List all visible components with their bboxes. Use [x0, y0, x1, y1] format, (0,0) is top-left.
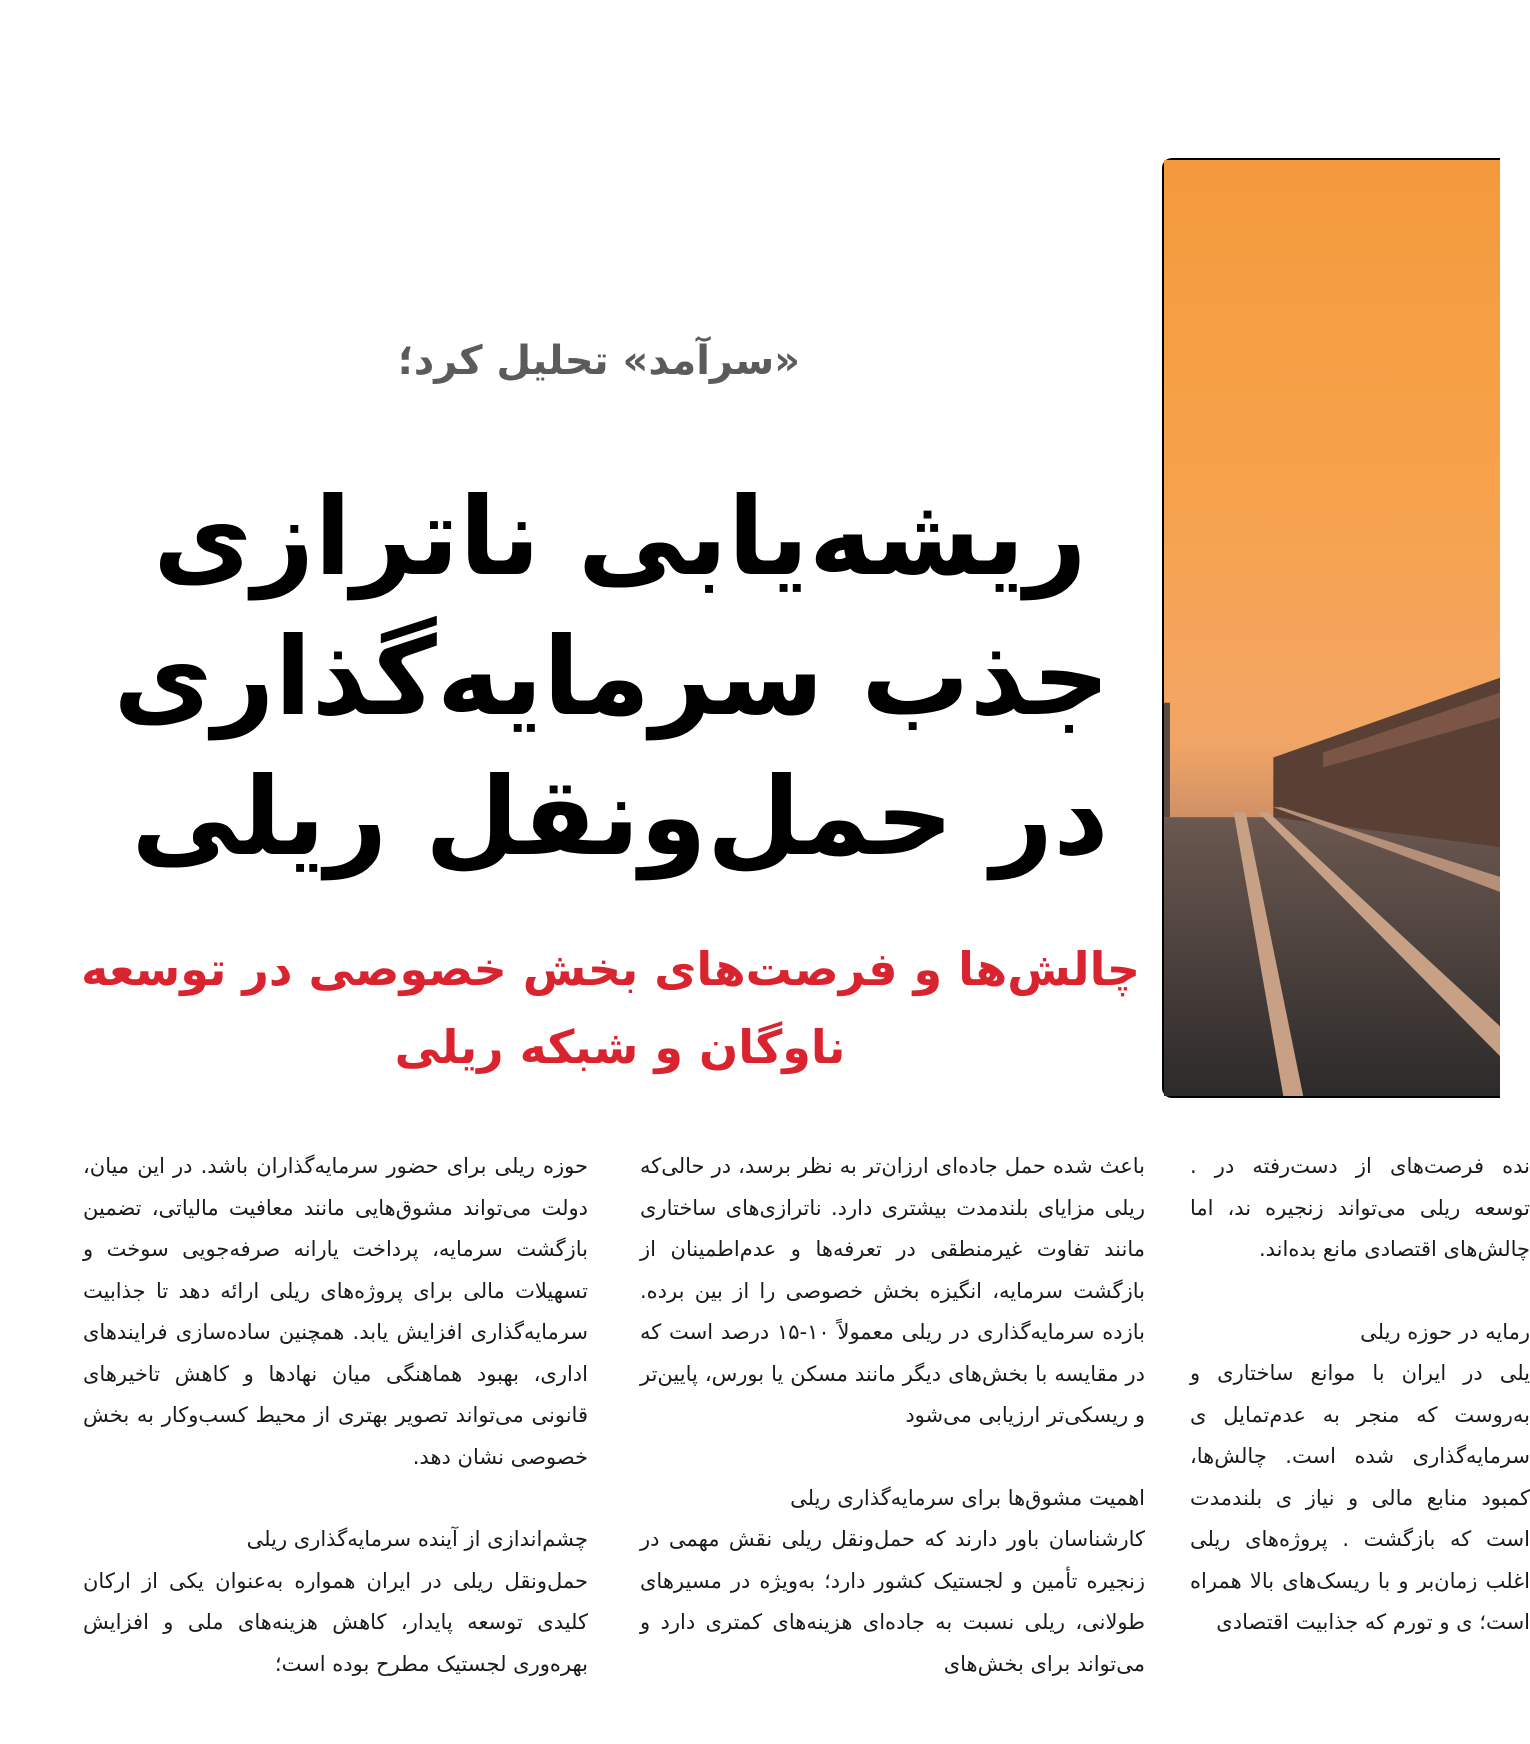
column-right-heading: رمایه در حوزه ریلی	[1360, 1319, 1530, 1344]
railway-photo	[1162, 158, 1500, 1098]
headline-line-3: در حمل‌ونقل ریلی	[131, 755, 1109, 880]
subheadline-line-1: چالش‌ها و فرصت‌های بخش خصوصی در توسعه	[81, 942, 1140, 996]
column-left-paragraph-2: حمل‌ونقل ریلی در ایران همواره به‌عنوان یکی از ارکان کلیدی توسعه پایدار، کاهش هزینه‌های ملی و افزایش بهره‌وری لجستیک مطرح بوده است؛	[83, 1568, 588, 1676]
article-headline	[113, 468, 1110, 888]
railway-sunset-photo-icon	[1164, 160, 1500, 1096]
article-kicker: «سرآمد» تحلیل کرد؛	[397, 338, 800, 384]
headline-line-1: ریشه‌یابی ناترازی	[153, 475, 1087, 600]
column-middle-paragraph-1: باعث شده حمل جاده‌ای ارزان‌تر به نظر برسد، در حالی‌که ریلی مزایای بلندمدت بیشتری دارد. ناترازی‌های ساختاری مانند تفاوت غیرمنطقی در تعرفه‌ها و عدم‌اطمینان از بازگشت سرمایه، انگیزه بخش خصوصی را از بین برده. بازده سرمایه‌گذاری در ریلی معمولاً ۱۰-۱۵ درصد است که در مقایسه با بخش‌های دیگر مانند مسکن یا بورس، پایین‌تر و ریسکی‌تر ارزیابی می‌شود	[640, 1154, 1145, 1427]
column-middle-paragraph-2: کارشناسان باور دارند که حمل‌ونقل ریلی نقش مهمی در زنجیره تأمین و لجستیک کشور دارد؛ به‌ویژه در مسیرهای طولانی، ریلی نسبت به جاده‌ای هزینه‌های کمتری دارد و می‌تواند برای بخش‌های	[640, 1527, 1145, 1676]
text-column-right	[1190, 1146, 1530, 1644]
headline-line-2: جذب سرمایه‌گذاری	[113, 615, 1110, 740]
column-middle-heading: اهمیت مشوق‌ها برای سرمایه‌گذاری ریلی	[790, 1485, 1145, 1510]
text-column-middle	[640, 1146, 1145, 1685]
subheadline-line-2: ناوگان و شبکه ریلی	[394, 1020, 846, 1074]
column-right-paragraph-2: یلی در ایران با موانع ساختاری و به‌روست که منجر به عدم‌تمایل ی سرمایه‌گذاری شده است. چالش‌ها، کمبود منابع مالی و نیاز ی بلندمدت است که بازگشت . پروژه‌های ریلی اغلب زمان‌بر و با ریسک‌های بالا همراه است؛ ی و تورم که جذابیت اقتصادی	[1190, 1361, 1530, 1634]
column-right-paragraph-1: نده فرصت‌های از دست‌رفته در . توسعه ریلی می‌تواند زنجیره ند، اما چالش‌های اقتصادی مانع بده‌اند.	[1190, 1154, 1530, 1261]
column-left-paragraph-1: حوزه ریلی برای حضور سرمایه‌گذاران باشد. در این میان، دولت می‌تواند مشوق‌هایی مانند معافیت مالیاتی، تضمین بازگشت سرمایه، پرداخت یارانه صرفه‌جویی سوخت و تسهیلات مالی برای پروژه‌های ریلی ارائه دهد تا جذابیت سرمایه‌گذاری افزایش یابد. همچنین ساده‌سازی فرایندهای اداری، بهبود هماهنگی میان نهادها و کاهش تاخیرهای قانونی می‌تواند تصویر بهتری از محیط کسب‌وکار به بخش خصوصی نشان دهد.	[83, 1154, 588, 1469]
column-left-heading: چشم‌اندازی از آینده سرمایه‌گذاری ریلی	[246, 1527, 588, 1551]
article-subheadline	[81, 930, 1140, 1086]
text-column-left	[83, 1146, 588, 1685]
